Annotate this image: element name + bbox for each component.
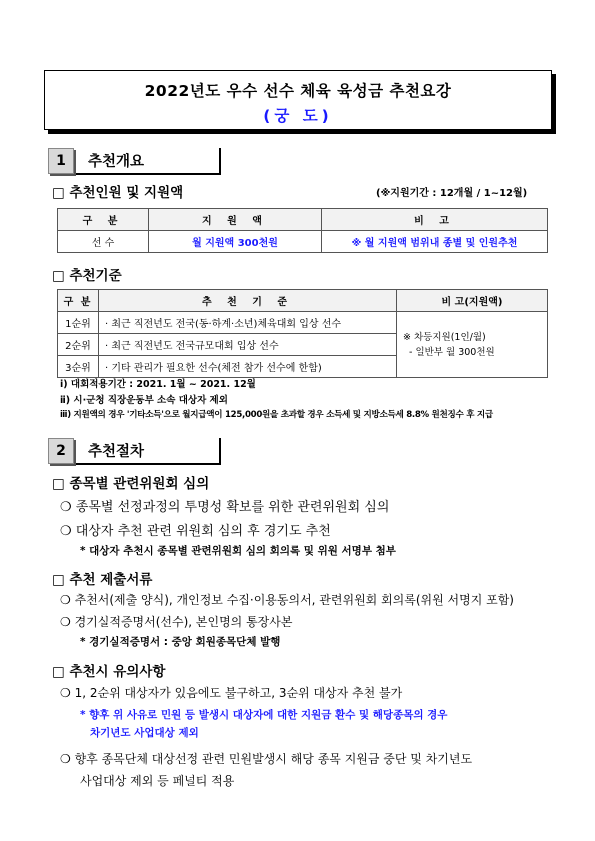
subheading-committee: □ 종목별 관련위원회 심의 <box>52 476 210 492</box>
subheading-recommend-count: □ 추천인원 및 지원액 <box>52 185 184 201</box>
cell-criteria: · 최근 직전년도 전국규모대회 입상 선수 <box>99 334 397 356</box>
cell-rank: 1순위 <box>58 312 99 334</box>
section-1-number: 1 <box>48 148 74 174</box>
section-2-label: 추천절차 <box>88 444 145 460</box>
remark-line-2: - 일반부 월 300천원 <box>409 346 495 358</box>
header-amount: 지 원 액 <box>149 209 322 231</box>
footnote-2: ⅱ) 시·군청 직장운동부 소속 대상자 제외 <box>60 395 228 406</box>
cautions-note-line-1: * 향후 위 사유로 민원 등 발생시 대상자에 대한 지원금 환수 및 해당종목의 경우 <box>80 709 448 721</box>
header-remark: 비 고(지원액) <box>397 290 548 312</box>
header-remark: 비 고 <box>322 209 548 231</box>
document-subtitle: (궁 도) <box>263 107 333 125</box>
cell-rank: 2순위 <box>58 334 99 356</box>
cell-category: 선 수 <box>58 231 149 253</box>
footnote-3: ⅲ) 지원액의 경우 '기타소득'으로 월지급액이 125,000원을 초과할 경우 소득세 및 지방소득세 8.8% 원천징수 후 지급 <box>60 410 493 420</box>
subheading-cautions: □ 추천시 유의사항 <box>52 664 166 680</box>
section-1-underline <box>76 173 221 175</box>
cell-remark: ※ 월 지원액 범위내 종별 및 인원추천 <box>322 231 548 253</box>
section-2-divider <box>219 438 221 465</box>
subheading-documents: □ 추천 제출서류 <box>52 572 153 588</box>
section-1-divider <box>219 148 221 175</box>
footnote-1: ⅰ) 대회적용기간 : 2021. 1월 ~ 2021. 12월 <box>60 379 256 390</box>
cautions-note-line-2: 차기년도 사업대상 제외 <box>90 727 199 739</box>
committee-note: * 대상자 추천시 종목별 관련위원회 심의 회의록 및 위원 서명부 첨부 <box>80 545 396 557</box>
table-header-row <box>58 290 548 312</box>
list-item: ❍ 향후 종목단체 대상선정 관련 민원발생시 해당 종목 지원금 중단 및 차기년도 <box>60 752 473 766</box>
list-item: ❍ 추천서(제출 양식), 개인정보 수집·이용동의서, 관련위원회 회의록(위원 서명지 포함) <box>60 593 514 607</box>
document-title: 2022년도 우수 선수 체육 육성금 추천요강 <box>144 82 452 100</box>
title-box <box>44 70 552 130</box>
cell-amount: 월 지원액 300천원 <box>149 231 322 253</box>
section-1-label: 추천개요 <box>88 154 145 170</box>
list-item: ❍ 대상자 추천 관련 위원회 심의 후 경기도 추천 <box>60 524 331 539</box>
table-row <box>58 312 548 334</box>
section-2-number: 2 <box>48 438 74 464</box>
header-category: 구 분 <box>58 209 149 231</box>
list-item-continuation: 사업대상 제외 등 페널티 적용 <box>80 774 235 788</box>
table-header-row <box>58 209 548 231</box>
list-item: ❍ 종목별 선정과정의 투명성 확보를 위한 관련위원회 심의 <box>60 500 390 515</box>
table-row <box>58 231 548 253</box>
header-rank: 구 분 <box>58 290 99 312</box>
remark-line-1: ※ 차등지원(1인/월) <box>403 331 486 343</box>
criteria-table <box>57 289 548 378</box>
section-2-header <box>48 438 228 463</box>
cell-remark <box>397 312 548 378</box>
header-criteria: 추 천 기 준 <box>99 290 397 312</box>
cell-criteria: · 최근 직전년도 전국(동·하계·소년)체육대회 입상 선수 <box>99 312 397 334</box>
documents-note: * 경기실적증명서 : 중앙 회원종목단체 발행 <box>80 636 281 648</box>
cell-rank: 3순위 <box>58 356 99 378</box>
support-amount-table <box>57 208 548 253</box>
list-item: ❍ 1, 2순위 대상자가 있음에도 불구하고, 3순위 대상자 추천 불가 <box>60 686 403 700</box>
list-item: ❍ 경기실적증명서(선수), 본인명의 통장사본 <box>60 615 293 629</box>
section-2-underline <box>76 463 221 465</box>
cell-criteria: · 기타 관리가 필요한 선수(체전 참가 선수에 한함) <box>99 356 397 378</box>
section-1-header <box>48 148 228 173</box>
support-period-note: (※지원기간 : 12개월 / 1~12월) <box>376 188 528 199</box>
subheading-criteria: □ 추천기준 <box>52 268 122 284</box>
